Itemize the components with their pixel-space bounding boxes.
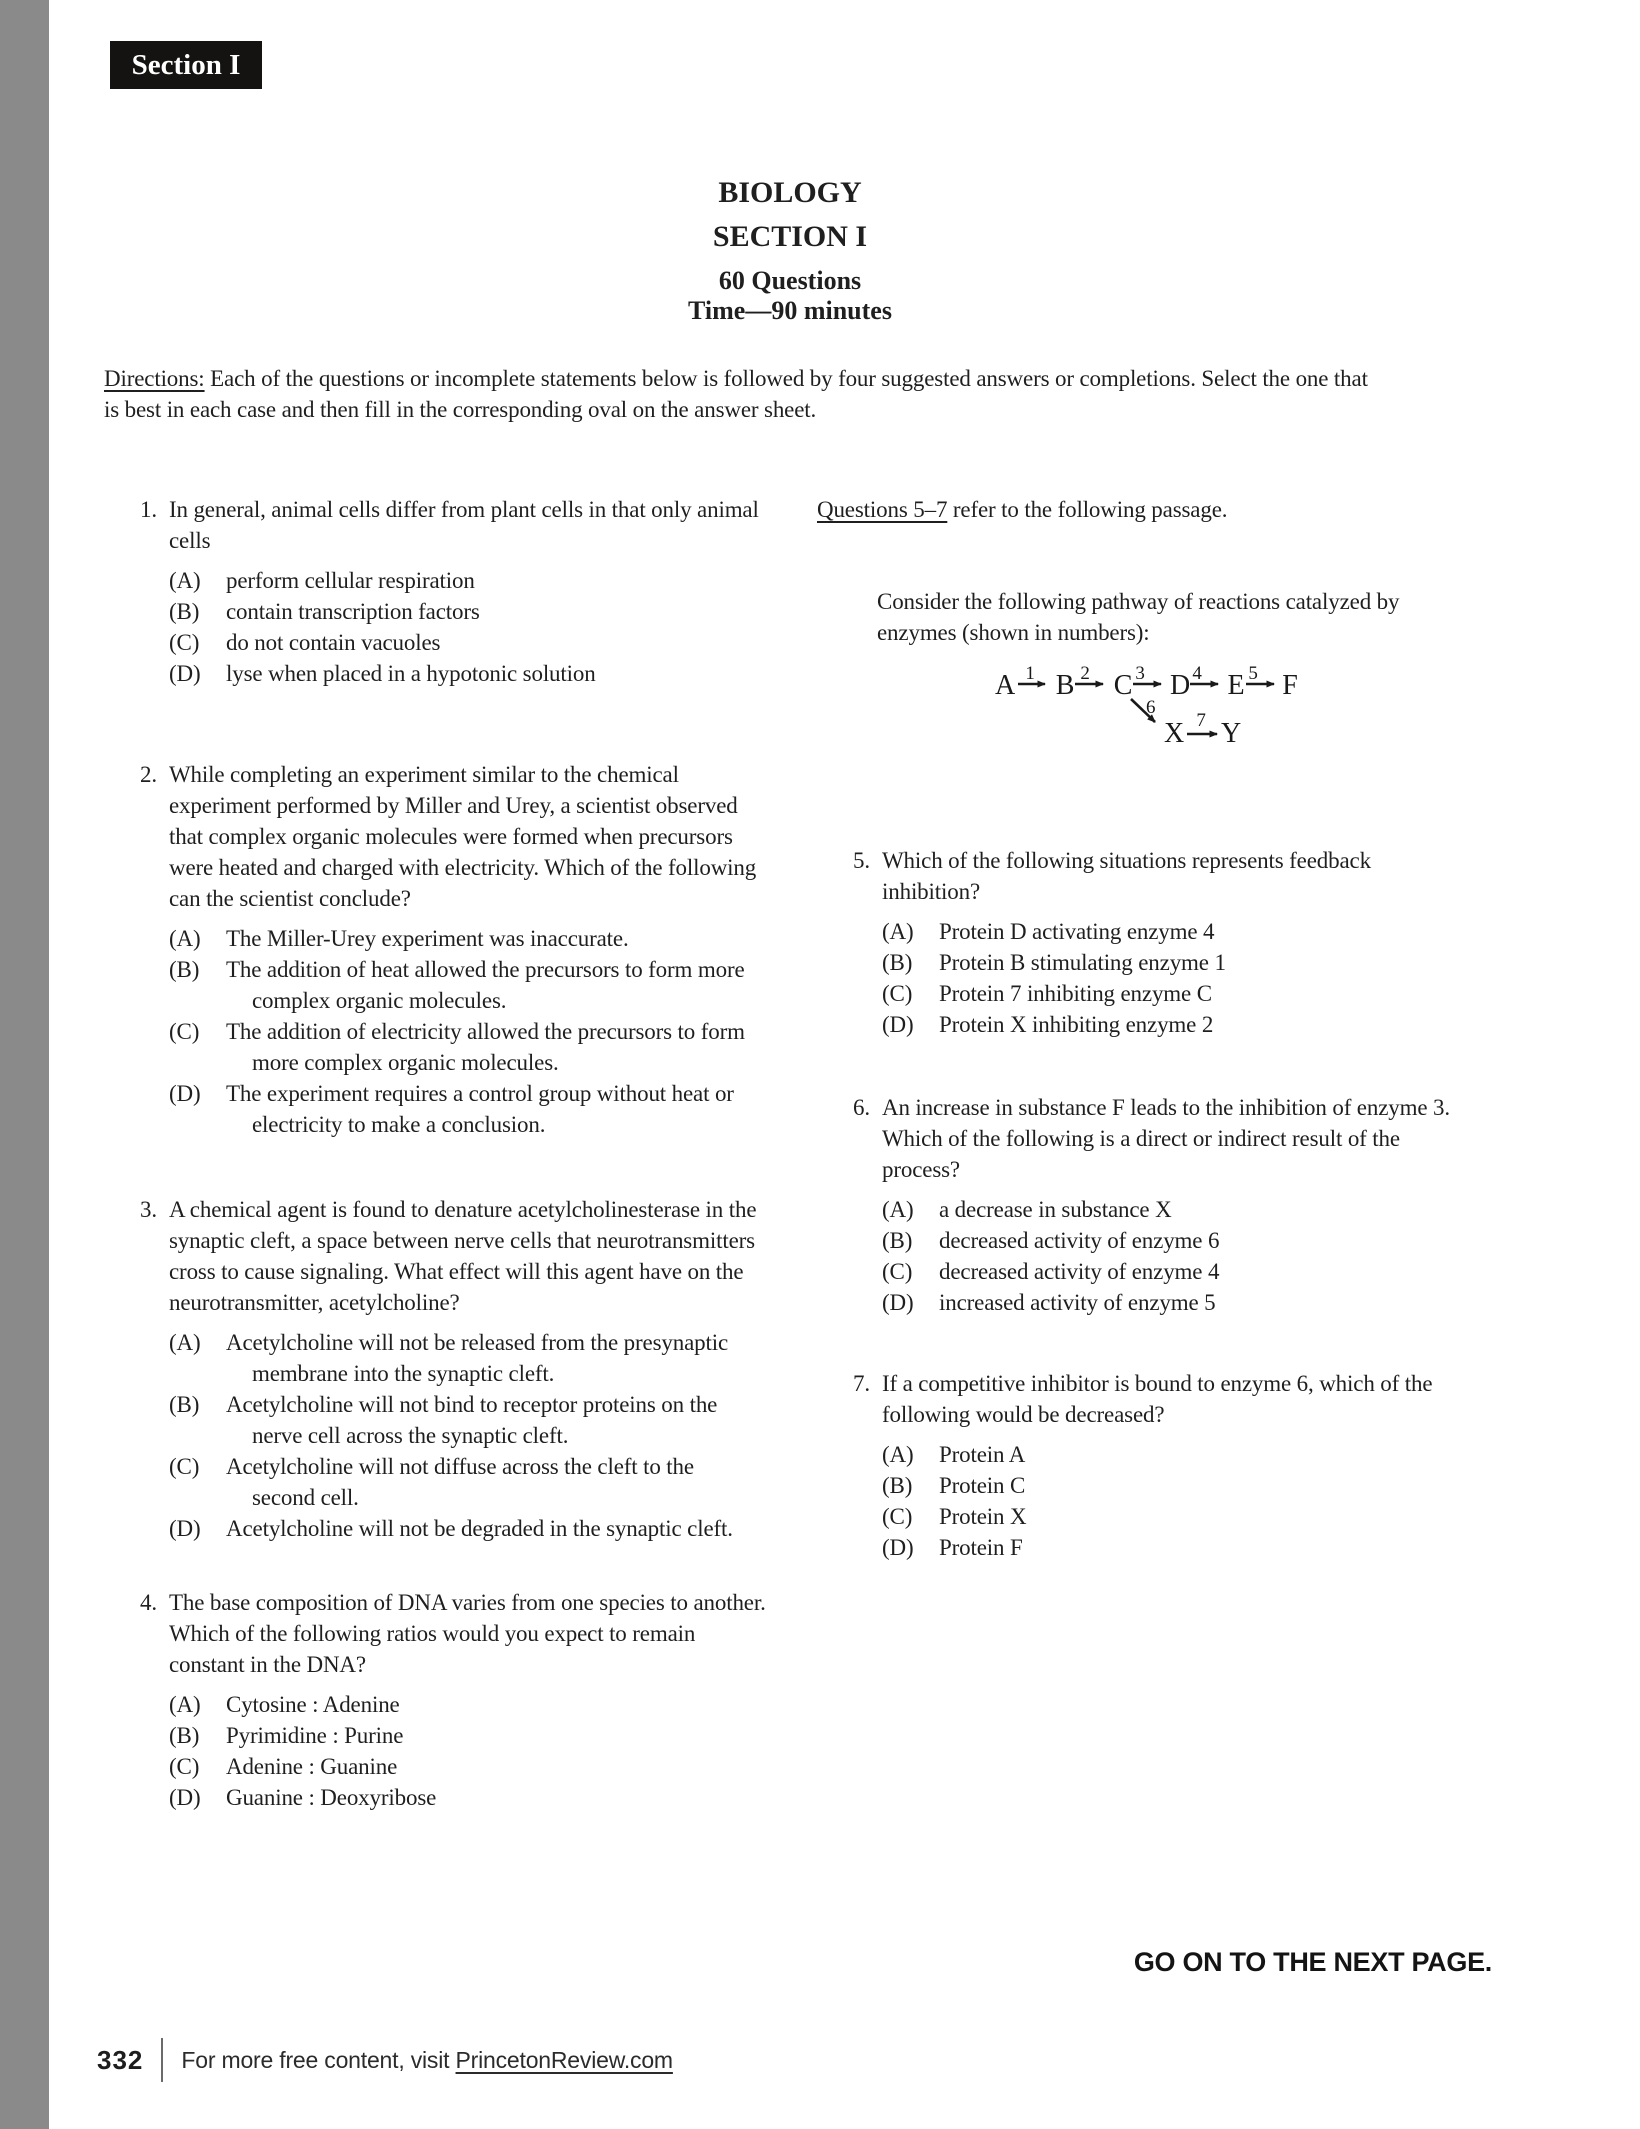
option-text: The experiment requires a control group without heat or electricity to make a conclusion. (226, 1081, 734, 1137)
option-a (169, 1327, 769, 1389)
option-label: (D) (169, 661, 201, 686)
option-d (882, 1532, 1462, 1563)
option-text: perform cellular respiration (226, 568, 475, 593)
option-label: (B) (882, 950, 913, 975)
left-column (104, 494, 769, 1813)
options-list (882, 1194, 1462, 1318)
option-d (169, 1078, 769, 1140)
option-label: (D) (169, 1081, 201, 1106)
option-text: Protein C (939, 1473, 1026, 1498)
option-text: decreased activity of enzyme 6 (939, 1228, 1220, 1253)
right-column (817, 494, 1462, 1813)
option-a (882, 916, 1462, 947)
passage-ref-rest: refer to the following passage. (947, 497, 1228, 522)
section-tab-label: Section I (131, 48, 241, 81)
option-label: (A) (169, 926, 201, 951)
node-b: B (1055, 670, 1075, 701)
options-list (169, 1689, 769, 1813)
footer-text-prefix: For more free content, visit (181, 2046, 456, 2073)
option-text: Protein F (939, 1535, 1023, 1560)
option-label: (C) (882, 1259, 913, 1284)
option-b (169, 596, 769, 627)
question-number: 2. (140, 762, 157, 787)
option-label: (C) (882, 1504, 913, 1529)
question-stem: In general, animal cells differ from plant cells in that only animal cells (169, 497, 759, 553)
option-a (169, 565, 769, 596)
option-d (169, 1782, 769, 1813)
options-list (169, 923, 769, 1140)
option-c (169, 1751, 769, 1782)
option-c (169, 1016, 769, 1078)
option-label: (A) (882, 1442, 914, 1467)
option-text: Acetylcholine will not be degraded in the synaptic cleft. (226, 1516, 733, 1541)
node-a: A (994, 670, 1016, 701)
go-on-notice: GO ON TO THE NEXT PAGE. (1133, 1947, 1492, 1977)
question-stem: An increase in substance F leads to the inhibition of enzyme 3. Which of the following is a direct or indirect result of the process? (882, 1095, 1450, 1182)
option-label: (B) (169, 1723, 200, 1748)
option-label: (A) (169, 568, 201, 593)
exam-time-limit: Time—90 minutes (688, 296, 892, 325)
options-list (169, 1327, 769, 1544)
option-c (169, 1451, 769, 1513)
option-label: (C) (169, 1754, 200, 1779)
passage-intro: Consider the following pathway of reactions catalyzed by enzymes (shown in numbers): (877, 589, 1400, 645)
option-text: increased activity of enzyme 5 (939, 1290, 1216, 1315)
option-text: Protein X inhibiting enzyme 2 (939, 1012, 1214, 1037)
option-label: (A) (169, 1692, 201, 1717)
option-label: (A) (882, 919, 914, 944)
pathway-diagram (990, 662, 1310, 758)
question-4 (104, 1587, 769, 1813)
exam-section: SECTION I (712, 220, 868, 253)
enzyme-3: 3 (1135, 663, 1145, 684)
question-columns (104, 494, 1462, 1813)
option-label: (B) (169, 599, 200, 624)
option-d (882, 1287, 1462, 1318)
question-6 (817, 1092, 1462, 1318)
option-label: (A) (169, 1330, 201, 1355)
option-b (169, 1720, 769, 1751)
enzyme-6: 6 (1146, 697, 1156, 718)
option-label: (C) (169, 630, 200, 655)
option-text: Protein X (939, 1504, 1027, 1529)
exam-title: BIOLOGY (718, 176, 862, 209)
directions (104, 363, 1374, 425)
option-text: Protein A (939, 1442, 1026, 1467)
option-c (882, 1256, 1462, 1287)
question-stem: If a competitive inhibitor is bound to enzyme 6, which of the following would be decreased? (882, 1371, 1433, 1427)
page-edge-rail (0, 0, 49, 2129)
option-text: Acetylcholine will not diffuse across the cleft to the second cell. (226, 1454, 694, 1510)
option-text: The Miller-Urey experiment was inaccurate. (226, 926, 629, 951)
node-c: C (1113, 670, 1133, 701)
question-number: 4. (140, 1590, 157, 1615)
enzyme-5: 5 (1248, 663, 1258, 684)
option-label: (B) (882, 1228, 913, 1253)
exam-question-count: 60 Questions (718, 266, 862, 295)
section-tab (110, 41, 262, 89)
question-stem: The base composition of DNA varies from one species to another. Which of the following ratios would you expect to remain constant in the DNA? (169, 1590, 766, 1677)
question-number: 6. (853, 1095, 870, 1120)
question-7 (817, 1368, 1462, 1563)
question-number: 5. (853, 848, 870, 873)
page-number: 332 (97, 2044, 144, 2075)
node-d: D (1169, 670, 1191, 701)
question-3 (104, 1194, 769, 1544)
option-label: (C) (882, 981, 913, 1006)
option-text: Protein D activating enzyme 4 (939, 919, 1215, 944)
passage-ref (817, 494, 1462, 525)
footer-divider (161, 2038, 163, 2082)
option-c (169, 627, 769, 658)
option-text: lyse when placed in a hypotonic solution (226, 661, 596, 686)
question-1 (104, 494, 769, 689)
option-text: Acetylcholine will not bind to receptor proteins on the nerve cell across the synaptic cleft. (226, 1392, 718, 1448)
option-label: (C) (169, 1019, 200, 1044)
option-text: a decrease in substance X (939, 1197, 1172, 1222)
options-list (169, 565, 769, 689)
enzyme-4: 4 (1192, 663, 1202, 684)
option-text: Cytosine : Adenine (226, 1692, 400, 1717)
directions-label: Directions: (104, 366, 205, 391)
option-text: Acetylcholine will not be released from the presynaptic membrane into the synaptic cleft. (226, 1330, 729, 1386)
option-b (169, 954, 769, 1016)
option-c (882, 1501, 1462, 1532)
option-d (882, 1009, 1462, 1040)
option-a (169, 1689, 769, 1720)
question-number: 3. (140, 1197, 157, 1222)
option-text: Adenine : Guanine (226, 1754, 398, 1779)
option-text: Pyrimidine : Purine (226, 1723, 404, 1748)
option-d (169, 658, 769, 689)
node-f: F (1282, 670, 1298, 701)
passage-ref-range: Questions 5–7 (817, 497, 948, 522)
option-text: The addition of heat allowed the precursors to form more complex organic molecules. (226, 957, 745, 1013)
question-number: 1. (140, 497, 157, 522)
question-number: 7. (853, 1371, 870, 1396)
option-label: (D) (882, 1290, 914, 1315)
option-text: decreased activity of enzyme 4 (939, 1259, 1220, 1284)
option-label: (D) (169, 1516, 201, 1541)
option-b (882, 1470, 1462, 1501)
option-b (882, 1225, 1462, 1256)
option-b (169, 1389, 769, 1451)
enzyme-2: 2 (1080, 663, 1090, 684)
option-label: (A) (882, 1197, 914, 1222)
options-list (882, 1439, 1462, 1563)
option-label: (B) (169, 1392, 200, 1417)
enzyme-7: 7 (1196, 710, 1206, 731)
option-label: (D) (169, 1785, 201, 1810)
question-stem: A chemical agent is found to denature acetylcholinesterase in the synaptic cleft, a space between nerve cells that neurotransmitters cross to cause signaling. What effect will this agent have on the neurotransmitter, acetylcholine? (169, 1197, 757, 1315)
option-d (169, 1513, 769, 1544)
question-2 (104, 759, 769, 1140)
option-label: (C) (169, 1454, 200, 1479)
question-5 (817, 845, 1462, 1040)
option-label: (B) (882, 1473, 913, 1498)
option-text: contain transcription factors (226, 599, 480, 624)
option-label: (D) (882, 1012, 914, 1037)
question-stem: Which of the following situations represents feedback inhibition? (882, 848, 1371, 904)
option-text: Guanine : Deoxyribose (226, 1785, 437, 1810)
option-text: Protein B stimulating enzyme 1 (939, 950, 1226, 975)
option-b (882, 947, 1462, 978)
option-text: The addition of electricity allowed the precursors to form more complex organic molecules. (226, 1019, 745, 1075)
enzyme-1: 1 (1025, 663, 1035, 684)
directions-text: Each of the questions or incomplete statements below is followed by four suggested answers or completions. Select the one that is best in each case and then fill in the corresponding oval on the answer sheet. (104, 366, 1368, 422)
footer-text (181, 2047, 673, 2074)
question-stem: While completing an experiment similar to the chemical experiment performed by Miller and Urey, a scientist observed that complex organic molecules were formed when precursors were heated and charged with electricity. Which of the following can the scientist conclude? (169, 762, 757, 911)
options-list (882, 916, 1462, 1040)
node-e: E (1227, 670, 1245, 701)
option-a (169, 923, 769, 954)
node-y: Y (1220, 718, 1242, 749)
option-label: (B) (169, 957, 200, 982)
option-label: (D) (882, 1535, 914, 1560)
footer (97, 2038, 673, 2082)
option-a (882, 1439, 1462, 1470)
option-text: Protein 7 inhibiting enzyme C (939, 981, 1212, 1006)
node-x: X (1163, 718, 1185, 749)
option-text: do not contain vacuoles (226, 630, 441, 655)
option-a (882, 1194, 1462, 1225)
option-c (882, 978, 1462, 1009)
princeton-review-link[interactable]: PrincetonReview.com (455, 2046, 673, 2073)
